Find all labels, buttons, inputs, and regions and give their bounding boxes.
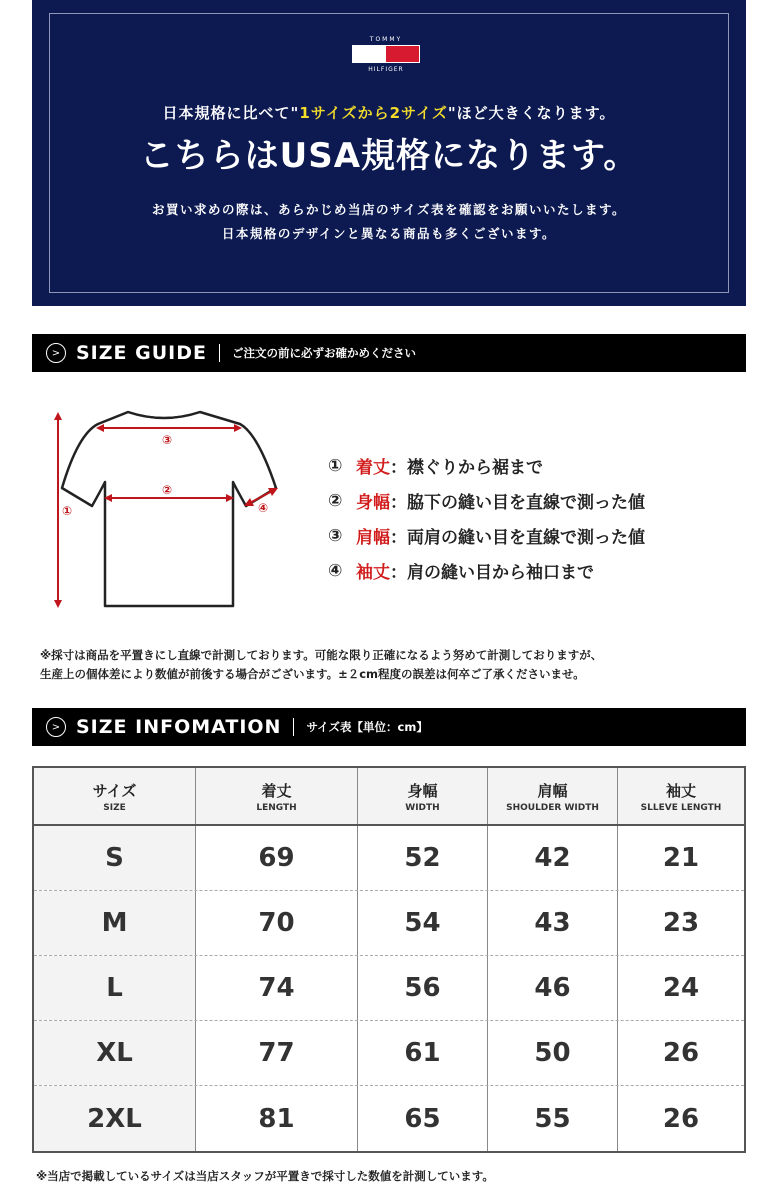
marker-2: ② bbox=[162, 483, 173, 497]
table-row: S 69 52 42 21 bbox=[34, 826, 744, 891]
legend-item-length: ① 着丈 ：襟ぐりから裾まで bbox=[328, 455, 543, 478]
logo-flag-icon bbox=[352, 45, 420, 63]
table-row: 2XL 81 65 55 26 bbox=[34, 1086, 744, 1151]
chevron-right-icon: > bbox=[46, 343, 66, 363]
legend-item-sleeve: ④ 袖丈 ：肩の縫い目から袖口まで bbox=[328, 560, 594, 583]
size-info-subtitle: サイズ表【単位：cm】 bbox=[306, 720, 428, 734]
banner-highlight: 1サイズから2サイズ bbox=[299, 104, 448, 122]
size-table bbox=[32, 766, 746, 1153]
banner-line-4: 日本規格のデザインと異なる商品も多くございます。 bbox=[221, 226, 557, 241]
size-guide-title: SIZE GUIDE bbox=[76, 342, 207, 364]
marker-1: ① bbox=[62, 504, 73, 518]
header-sleeve: 袖丈 SLLEVE LENGTH bbox=[640, 781, 722, 813]
measurement-legend bbox=[328, 448, 645, 588]
banner-line-1: 日本規格に比べて"1サイズから2サイズ"ほど大きくなります。 bbox=[162, 104, 616, 122]
logo-bottom-text: HILFIGER bbox=[368, 66, 404, 73]
table-row: L 74 56 46 24 bbox=[34, 956, 744, 1021]
table-row: M 70 54 43 23 bbox=[34, 891, 744, 956]
marker-4: ④ bbox=[258, 501, 269, 515]
header-width: 身幅 WIDTH bbox=[358, 768, 488, 824]
legend-item-shoulder: ③ 肩幅 ：両肩の縫い目を直線で測った値 bbox=[328, 525, 645, 548]
header-length: 着丈 LENGTH bbox=[196, 768, 358, 824]
size-guide-subtitle: ご注文の前に必ずお確かめください bbox=[231, 346, 416, 360]
size-table-header bbox=[34, 768, 744, 826]
marker-3: ③ bbox=[162, 433, 173, 447]
size-info-title: SIZE INFOMATION bbox=[76, 716, 282, 738]
logo-top-text: TOMMY bbox=[369, 36, 403, 43]
tshirt-measurement-diagram bbox=[40, 400, 290, 615]
table-footer-note: ※当店で掲載しているサイズは当店スタッフが平置きで採寸した数値を計測しています。 bbox=[36, 1169, 494, 1183]
tommy-hilfiger-logo bbox=[352, 34, 420, 82]
header-size: サイズ SIZE bbox=[34, 768, 196, 824]
size-info-header bbox=[32, 708, 746, 746]
chevron-right-icon: > bbox=[46, 717, 66, 737]
measurement-note: ※採寸は商品を平置きにし直線で計測しております。可能な限り正確になるよう努めて計測しておりますが、 生産上の個体差により数値が前後する場合がございます。±２cm程度の誤差は何卒ご了承くださいませ。 bbox=[40, 648, 603, 681]
banner-headline: こちらはUSA規格になります。 bbox=[139, 136, 639, 176]
banner-line-3: お買い求めの際は、あらかじめ当店のサイズ表を確認をお願いいたします。 bbox=[151, 202, 626, 217]
size-guide-header bbox=[32, 334, 746, 372]
table-row: XL 77 61 50 26 bbox=[34, 1021, 744, 1086]
header-shoulder: 肩幅 SHOULDER WIDTH bbox=[488, 768, 618, 824]
usa-size-banner bbox=[32, 0, 746, 306]
legend-item-width: ② 身幅 ：脇下の縫い目を直線で測った値 bbox=[328, 490, 645, 513]
